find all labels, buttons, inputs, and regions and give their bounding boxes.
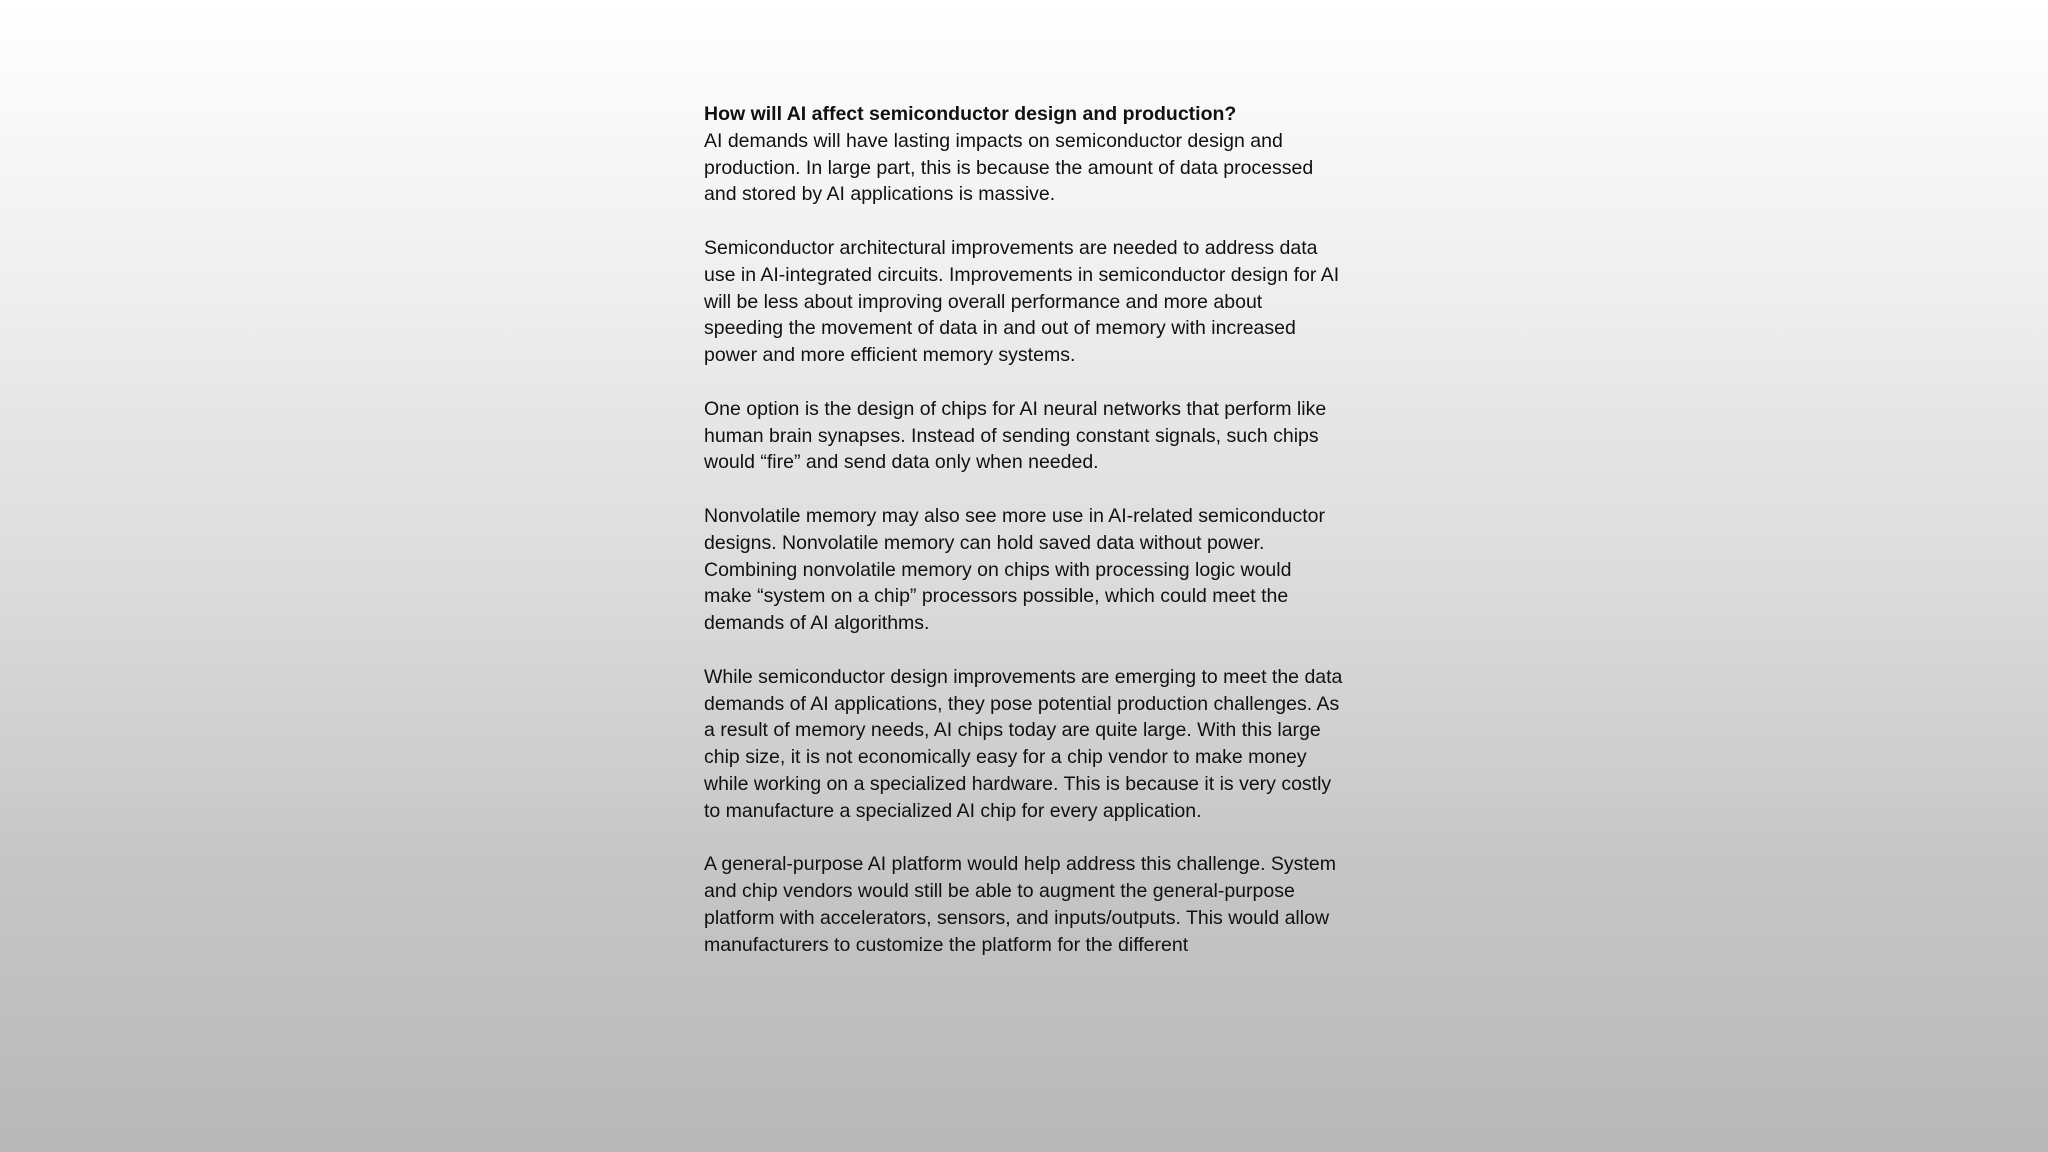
- text-block: [704, 101, 1344, 985]
- paragraph-6: A general-purpose AI platform would help address this challenge. System and chip vendors would still be able to augment the general-purpose platform with accelerators, sensors, and inputs/outputs. This would allow manufacturers to customize the platform for the different: [704, 853, 1336, 956]
- paragraph-1: AI demands will have lasting impacts on semiconductor design and production. In large part, this is because the amount of data processed and stored by AI applications is massive.: [704, 129, 1314, 206]
- paragraph-3: One option is the design of chips for AI neural networks that perform like human brain synapses. Instead of sending constant signals, such chips would “fire” and send data only when needed.: [704, 397, 1327, 474]
- paragraph-2: Semiconductor architectural improvements are needed to address data use in AI-integrated circuits. Improvements in semiconductor design for AI will be less about improving overall performance and more about speeding the movement of data in and out of memory with increased power and more efficient memory systems.: [704, 236, 1340, 367]
- paragraph-4: Nonvolatile memory may also see more use in AI-related semiconductor designs. Nonvolatile memory can hold saved data without power. Combining nonvolatile memory on chips with processing logic would make “system on a chip” processors possible, which could meet the demands of AI algorithms.: [704, 504, 1326, 635]
- paragraph-5: While semiconductor design improvements are emerging to meet the data demands of AI applications, they pose potential production challenges. As a result of memory needs, AI chips today are quite large. With this large chip size, it is not economically easy for a chip vendor to make money while working on a specialized hardware. This is because it is very costly to manufacture a specialized AI chip for every application.: [704, 665, 1343, 822]
- heading: How will AI affect semiconductor design and production?: [704, 103, 1237, 125]
